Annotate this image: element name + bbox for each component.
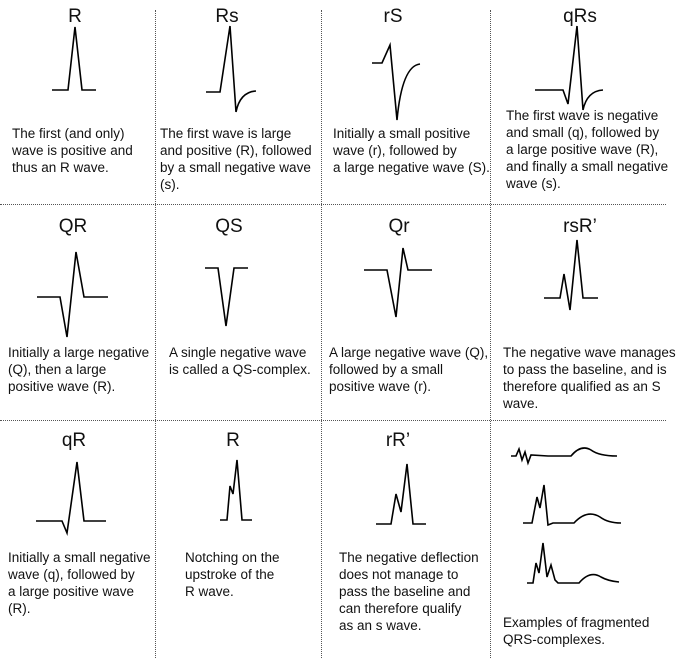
cell-title-r: R xyxy=(68,6,82,27)
waveform-fragmented-3 xyxy=(495,535,675,605)
cell-text-fragmented: Examples of fragmented QRS-complexes. xyxy=(503,615,650,647)
cell-title-rs: Rs xyxy=(215,6,239,27)
waveform-R-notched xyxy=(160,420,310,540)
cell-text-Qr: A large negative wave (Q), followed by a small positive wave (r). xyxy=(329,345,489,394)
cell-text-QS: A single negative wave is called a QS-complex. xyxy=(169,345,311,377)
cell-title-rR: rR’ xyxy=(385,430,411,451)
cell-text-rsR: The negative wave manages to pass the baseline, and is therefore qualified as an S wave. xyxy=(503,345,676,411)
waveform-Qr xyxy=(326,210,476,340)
cell-title-Qr: Qr xyxy=(388,216,410,237)
cell-text-qRs: The first wave is negative and small (q), followed by a large positive wave (R), and finally a small negative wave (s). xyxy=(506,108,669,191)
cell-title-QR: QR xyxy=(58,216,88,237)
cell-text-QR: Initially a large negative (Q), then a large positive wave (R). xyxy=(8,345,150,394)
waveform-qR xyxy=(0,420,150,540)
cell-title-QS: QS xyxy=(215,216,243,237)
cell-text-rS: Initially a small positive wave (r), followed by a large negative wave (S). xyxy=(333,126,490,175)
divider-vertical-3 xyxy=(490,10,491,658)
cell-title-qR: qR xyxy=(61,430,87,451)
cell-text-rR: The negative deflection does not manage to pass the baseline and can therefore qualify as an s wave. xyxy=(339,550,479,633)
waveform-rsR xyxy=(510,210,660,340)
waveform-rs xyxy=(160,0,320,130)
waveform-QR xyxy=(0,210,150,340)
cell-text-r: The first (and only) wave is positive and thus an R wave. xyxy=(12,126,133,175)
cell-title-rS: rS xyxy=(383,6,403,27)
divider-horizontal-1 xyxy=(0,204,666,205)
divider-vertical-1 xyxy=(155,10,156,658)
cell-title-rsR: rsR’ xyxy=(563,216,597,237)
cell-text-qR: Initially a small negative wave (q), followed by a large positive wave (R). xyxy=(8,550,151,616)
cell-text-rs: The first wave is large and positive (R), followed by a small negative wave (s). xyxy=(160,126,312,192)
waveform-rS xyxy=(326,0,486,130)
cell-title-R-notched: R xyxy=(226,430,240,451)
waveform-rR xyxy=(326,420,476,540)
cell-text-R-notched: Notching on the upstroke of the R wave. xyxy=(185,550,280,599)
divider-vertical-2 xyxy=(321,10,322,658)
waveform-QS xyxy=(160,210,310,340)
cell-title-qRs: qRs xyxy=(563,6,597,27)
waveform-r xyxy=(0,0,120,100)
